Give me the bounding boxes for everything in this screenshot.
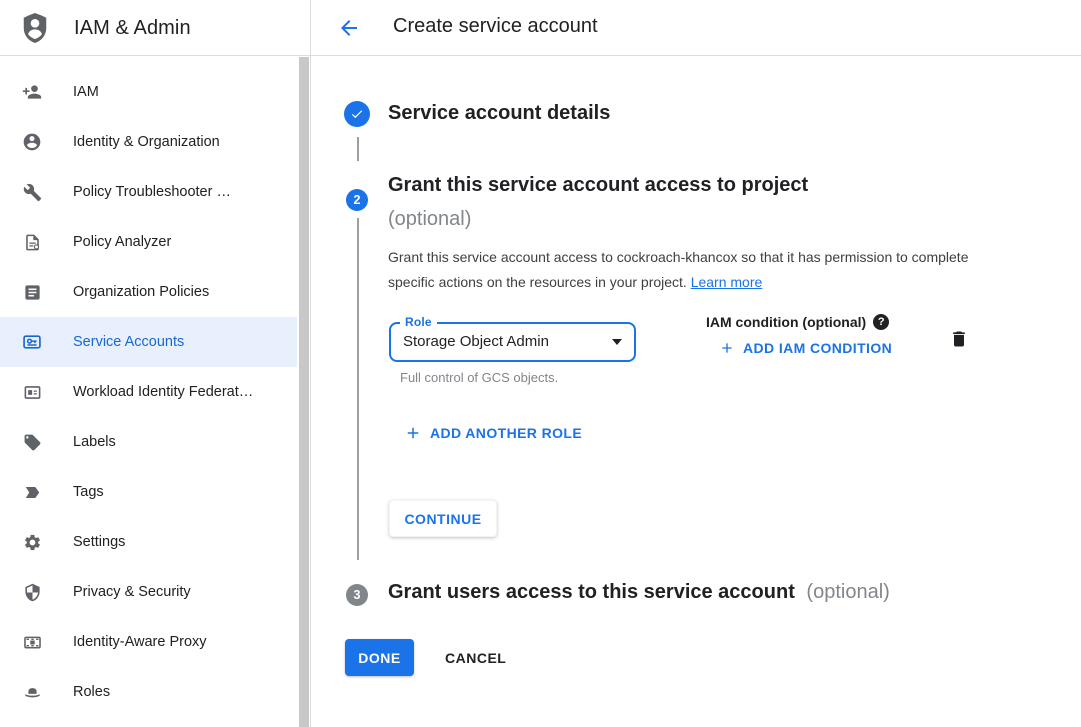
sidebar-item-label: Policy Analyzer xyxy=(73,234,172,250)
wizard-content xyxy=(311,57,1081,727)
document-gear-icon xyxy=(22,232,42,252)
delete-role-trash-icon[interactable] xyxy=(946,326,972,352)
gear-icon xyxy=(22,532,42,552)
add-iam-condition-button[interactable] xyxy=(719,340,892,356)
plus-icon xyxy=(719,340,735,356)
sidebar-item-label: IAM xyxy=(73,84,99,100)
sidebar-item-identity-aware-proxy[interactable] xyxy=(0,617,297,667)
sidebar-divider xyxy=(310,0,311,727)
done-button[interactable]: DONE xyxy=(345,639,414,676)
step1-completed-check-icon xyxy=(344,101,370,127)
role-helper-text: Full control of GCS objects. xyxy=(400,370,559,385)
sidebar-item-label: Identity-Aware Proxy xyxy=(73,634,207,650)
sidebar-item-label: Organization Policies xyxy=(73,284,210,300)
sidebar-item-organization-policies[interactable] xyxy=(0,267,297,317)
label-arrow-icon xyxy=(22,482,42,502)
hat-icon xyxy=(22,682,42,702)
proxy-icon xyxy=(22,632,42,652)
app-header xyxy=(0,0,1081,56)
help-icon[interactable]: ? xyxy=(873,314,889,330)
sidebar-item-label: Privacy & Security xyxy=(73,584,191,600)
sidebar-item-label: Policy Troubleshooter … xyxy=(73,184,231,200)
id-card-icon xyxy=(22,382,42,402)
service-account-key-icon xyxy=(22,332,42,352)
plus-icon xyxy=(404,424,422,442)
back-arrow-icon[interactable] xyxy=(336,15,362,41)
step3-heading xyxy=(388,581,890,604)
article-icon xyxy=(22,282,42,302)
sidebar-item-roles[interactable] xyxy=(0,667,297,717)
chevron-down-icon xyxy=(612,339,622,345)
step1-title: Service account details xyxy=(388,102,611,124)
step3-number-badge: 3 xyxy=(346,584,368,606)
sidebar-item-tags[interactable] xyxy=(0,467,297,517)
step3-optional-label: (optional) xyxy=(806,581,890,603)
sidebar-item-label: Roles xyxy=(73,684,111,700)
iam-condition-label-row xyxy=(706,314,889,330)
continue-button[interactable]: CONTINUE xyxy=(389,500,497,537)
person-add-icon xyxy=(22,82,42,102)
page-title: Create service account xyxy=(393,15,598,37)
sidebar-item-labels[interactable] xyxy=(0,417,297,467)
sidebar-item-privacy-security[interactable] xyxy=(0,567,297,617)
step2-heading xyxy=(388,168,808,236)
account-circle-icon xyxy=(22,132,42,152)
sidebar-nav xyxy=(0,57,310,727)
add-another-role-label: ADD ANOTHER ROLE xyxy=(430,425,583,441)
step2-title: Grant this service account access to project xyxy=(388,174,809,196)
sidebar-item-service-accounts[interactable] xyxy=(0,317,297,367)
sidebar-item-label: Service Accounts xyxy=(73,334,185,350)
add-iam-condition-label: ADD IAM CONDITION xyxy=(743,340,893,356)
sidebar-item-policy-troubleshooter[interactable] xyxy=(0,167,297,217)
iam-admin-shield-icon xyxy=(20,12,50,44)
sidebar-scrollbar[interactable] xyxy=(299,57,309,727)
wrench-icon xyxy=(22,182,42,202)
app-title: IAM & Admin xyxy=(74,16,191,39)
tag-icon xyxy=(22,432,42,452)
role-field-label: Role xyxy=(400,315,437,329)
step2-optional-label: (optional) xyxy=(388,208,472,230)
role-select[interactable] xyxy=(389,315,636,362)
shield-icon xyxy=(22,582,42,602)
sidebar-item-label: Workload Identity Federat… xyxy=(73,384,254,400)
step3-title: Grant users access to this service account xyxy=(388,581,795,603)
sidebar-item-iam[interactable] xyxy=(0,67,297,117)
learn-more-link[interactable]: Learn more xyxy=(690,274,763,290)
sidebar-item-label: Settings xyxy=(73,534,126,550)
sidebar-item-identity-organization[interactable] xyxy=(0,117,297,167)
step2-number-badge: 2 xyxy=(346,189,368,211)
sidebar-item-label: Labels xyxy=(73,434,116,450)
step-connector xyxy=(357,137,359,161)
role-selected-value: Storage Object Admin xyxy=(403,333,549,350)
sidebar-item-settings[interactable] xyxy=(0,517,297,567)
sidebar-item-policy-analyzer[interactable] xyxy=(0,217,297,267)
sidebar-item-label: Tags xyxy=(73,484,104,500)
step2-description xyxy=(388,245,984,295)
add-another-role-button[interactable] xyxy=(404,424,582,442)
brand xyxy=(20,12,191,44)
iam-condition-label: IAM condition (optional) xyxy=(706,314,867,330)
step2-description-text: Grant this service account access to cockroach-khancox so that it has permission to complete specific actions on the resources in your project. xyxy=(388,249,969,290)
sidebar-item-label: Identity & Organization xyxy=(73,134,220,150)
sidebar-item-workload-identity-federation[interactable] xyxy=(0,367,297,417)
step-connector xyxy=(357,218,359,560)
cancel-button[interactable]: CANCEL xyxy=(431,639,520,676)
